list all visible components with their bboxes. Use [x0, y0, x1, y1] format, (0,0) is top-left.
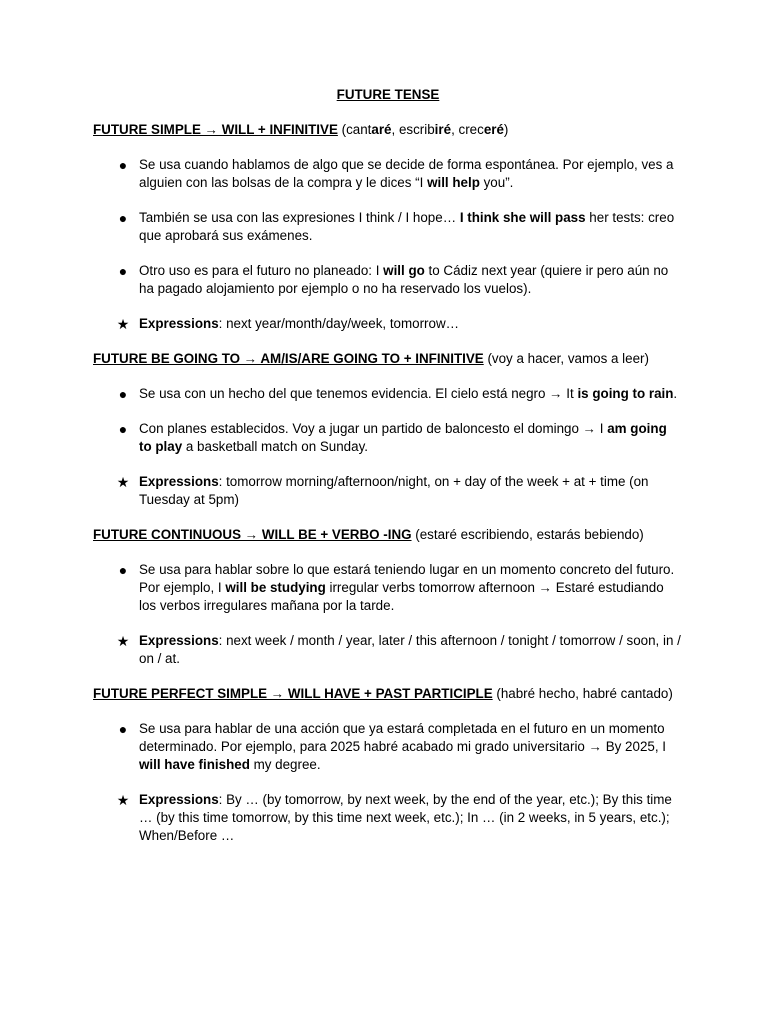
text-run: (cant	[337, 122, 372, 137]
bold-text: am going to play	[139, 421, 667, 454]
document-title: FUTURE TENSE	[336, 87, 440, 102]
tense-section	[93, 350, 683, 509]
section-heading-text: FUTURE BE GOING TO → AM/IS/ARE GOING TO + INFINITIVE	[93, 351, 484, 366]
text-run: her tests: creo que aprobará sus exámenes.	[139, 210, 675, 243]
usage-item	[93, 720, 683, 774]
text-run: Se usa para hablar de una acción que ya estará completada en el futuro en un momento determinado. Por ejemplo, para 2025 habré acabado mi grado universitario → By 2025, I	[139, 721, 667, 754]
star-icon: ★	[116, 792, 130, 808]
bold-text: Expressions	[139, 792, 219, 807]
text-run: : By … (by tomorrow, by next week, by the end of the year, etc.); By this time … (by this time tomorrow, by this time next week, etc.); In … (in 2 weeks, in 5 years, etc.); When/Before …	[139, 792, 672, 843]
bullet-icon: ●	[118, 157, 128, 173]
bold-text: will help	[427, 175, 480, 190]
text-run: my degree.	[249, 757, 321, 772]
bullet-icon: ●	[118, 263, 128, 279]
usage-list	[93, 720, 683, 845]
text-run: También se usa con las expresiones I think / I hope…	[139, 210, 460, 225]
usage-list	[93, 561, 683, 668]
bold-text: Expressions	[139, 633, 219, 648]
text-run: : next year/month/day/week, tomorrow…	[218, 316, 460, 331]
bullet-icon: ●	[118, 210, 128, 226]
text-run: : tomorrow morning/afternoon/night, on + day of the week + at + time (on Tuesday at 5pm)	[139, 474, 649, 507]
document-content	[93, 86, 683, 862]
section-heading	[93, 685, 683, 703]
section-heading	[93, 121, 683, 139]
star-icon: ★	[116, 474, 130, 490]
section-heading	[93, 526, 683, 544]
expressions-item	[93, 632, 683, 668]
tense-section	[93, 526, 683, 668]
text-run: .	[673, 386, 678, 401]
bold-text: will be studying	[225, 580, 326, 595]
bullet-icon: ●	[118, 421, 128, 437]
text-run: Otro uso es para el futuro no planeado: I	[139, 263, 384, 278]
bold-text: is going to rain	[577, 386, 674, 401]
text-run: to Cádiz next year (quiere ir pero aún no ha pagado alojamiento por ejemplo o no ha reservado los vuelos).	[139, 263, 669, 296]
text-run: , escrib	[391, 122, 435, 137]
section-heading-text: FUTURE CONTINUOUS → WILL BE + VERBO -ING	[93, 527, 412, 542]
section-heading-text: FUTURE SIMPLE → WILL + INFINITIVE	[93, 122, 338, 137]
bold-text: eré	[483, 122, 504, 137]
tense-section	[93, 685, 683, 845]
text-run: , crec	[451, 122, 484, 137]
bullet-icon: ●	[118, 386, 128, 402]
bold-text: I think she will pass	[459, 210, 586, 225]
usage-item	[93, 420, 683, 456]
bullet-icon: ●	[118, 562, 128, 578]
usage-item	[93, 156, 683, 192]
bold-text: Expressions	[139, 316, 219, 331]
usage-item	[93, 561, 683, 615]
section-heading	[93, 350, 683, 368]
text-run: Se usa para hablar sobre lo que estará teniendo lugar en un momento concreto del futuro. Por ejemplo, I	[139, 562, 675, 595]
bold-text: will go	[383, 263, 425, 278]
text-run: irregular verbs tomorrow afternoon → Estaré estudiando los verbos irregulares mañana por la tarde.	[139, 580, 664, 613]
tense-section	[93, 121, 683, 333]
bold-text: Expressions	[139, 474, 219, 489]
star-icon: ★	[116, 316, 130, 332]
text-run: (estaré escribiendo, estarás bebiendo)	[411, 527, 644, 542]
bold-text: aré	[371, 122, 392, 137]
section-heading-text: FUTURE PERFECT SIMPLE → WILL HAVE + PAST PARTICIPLE	[93, 686, 493, 701]
bold-text: will have finished	[139, 757, 250, 772]
text-run: Se usa con un hecho del que tenemos evidencia. El cielo está negro → It	[139, 386, 578, 401]
usage-list	[93, 385, 683, 509]
text-run: a basketball match on Sunday.	[182, 439, 369, 454]
text-run: (habré hecho, habré cantado)	[492, 686, 673, 701]
expressions-item	[93, 473, 683, 509]
text-run: Con planes establecidos. Voy a jugar un partido de baloncesto el domingo → I	[139, 421, 608, 436]
text-run: Se usa cuando hablamos de algo que se decide de forma espontánea. Por ejemplo, ves a alguien con las bolsas de la compra y le dices “I	[139, 157, 674, 190]
expressions-item	[93, 791, 683, 845]
usage-item	[93, 262, 683, 298]
text-run: (voy a hacer, vamos a leer)	[483, 351, 649, 366]
bold-text: iré	[434, 122, 452, 137]
text-run: )	[503, 122, 509, 137]
bullet-icon: ●	[118, 721, 128, 737]
text-run: you”.	[479, 175, 514, 190]
sections-container	[93, 121, 683, 845]
usage-item	[93, 209, 683, 245]
expressions-item	[93, 315, 683, 333]
text-run: : next week / month / year, later / this afternoon / tonight / tomorrow / soon, in / on / at.	[139, 633, 681, 666]
usage-list	[93, 156, 683, 333]
usage-item	[93, 385, 683, 403]
star-icon: ★	[116, 633, 130, 649]
